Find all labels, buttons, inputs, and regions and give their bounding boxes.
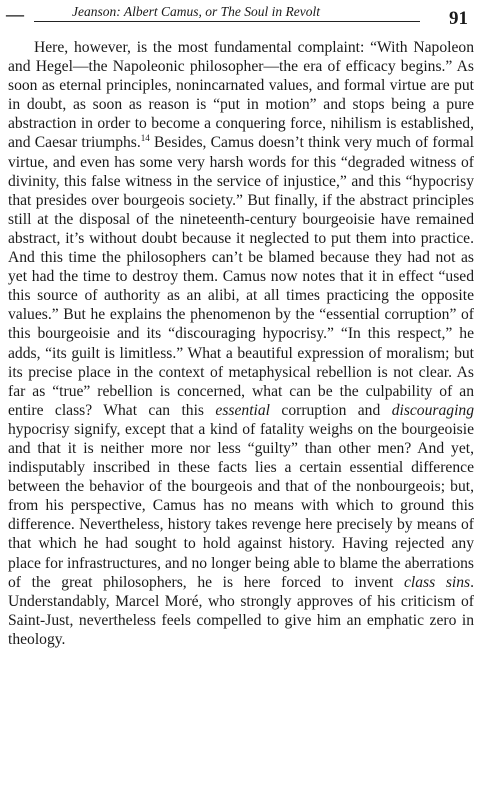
running-title: Jeanson: Albert Camus, or The Soul in Revolt — [72, 4, 320, 19]
footnote-reference[interactable]: 14 — [140, 133, 150, 144]
header-rule — [34, 21, 420, 22]
text-run: corruption and — [270, 401, 392, 419]
header-dash: — — [6, 4, 24, 24]
text-run: Besides, Camus doesn’t think very much of formal virtue, and even has some very harsh words for this “degraded witness of divinity, this false witness in the service of injustice,” and this “hypocrisy that presides over bourgeois society.” But finally, if the abstract principles still at the disposal of the nineteenth-century bourgeoisie have remained abstract, it’s without doubt because it neglected to put them into practice. And this time the philosophers can’t be blamed because they had not as yet had the time to destroy them. Camus now notes that it in effect “used this source of authority as an alibi, at all times practicing the opposite values.” But he explains the phenomenon by the “essential corruption” of this bourgeoisie and its “discouraging hypocrisy.” “In this respect,” he adds, “its guilt is limitless.” What a beautiful expression of moralism; but its precise place in the context of metaphysical rebellion is not clear. As far as “true” rebellion is concerned, what can be the culpability of an entire class? What can this — [8, 134, 474, 419]
text-run: Here, however, is the most fundamental complaint: “With Napoleon and Hegel—the Napoleonic philosopher—the era of efficacy begins.” As soon as eternal principles, nonincarnated values, and formal virtue are put in doubt, as soon as reason is “put in motion” and stops being a pure abstraction in order to become a conquering force, nihilism is established, and Caesar triumphs. — [8, 39, 474, 152]
italic-emphasis: class sins — [404, 573, 471, 591]
italic-emphasis: essential — [215, 401, 270, 419]
italic-emphasis: discouraging — [391, 401, 474, 419]
paragraph — [8, 38, 474, 649]
running-head — [6, 0, 474, 34]
text-run: . Understandably, Marcel Moré, who strongly approves of his criticism of Saint-Just, nevertheless feels compelled to give him an emphatic zero in theology. — [8, 573, 474, 648]
text-run: hypocrisy signify, except that a kind of fatality weighs on the bourgeoisie and that it is neither more nor less “guilty” than other men? And yet, indisputably inscribed in these facts lies a certain essential difference between the behavior of the bourgeois and that of the nonbourgeois; but, from his perspective, Camus has no means with which to ground this difference. Nevertheless, history takes revenge here precisely by means of that which he had sought to hold against history. Having rejected any place for infrastructures, and no longer being able to blame the aberrations of the great philosophers, he is here forced to invent — [8, 420, 474, 591]
body-text — [8, 38, 474, 649]
page-number: 91 — [449, 8, 468, 29]
